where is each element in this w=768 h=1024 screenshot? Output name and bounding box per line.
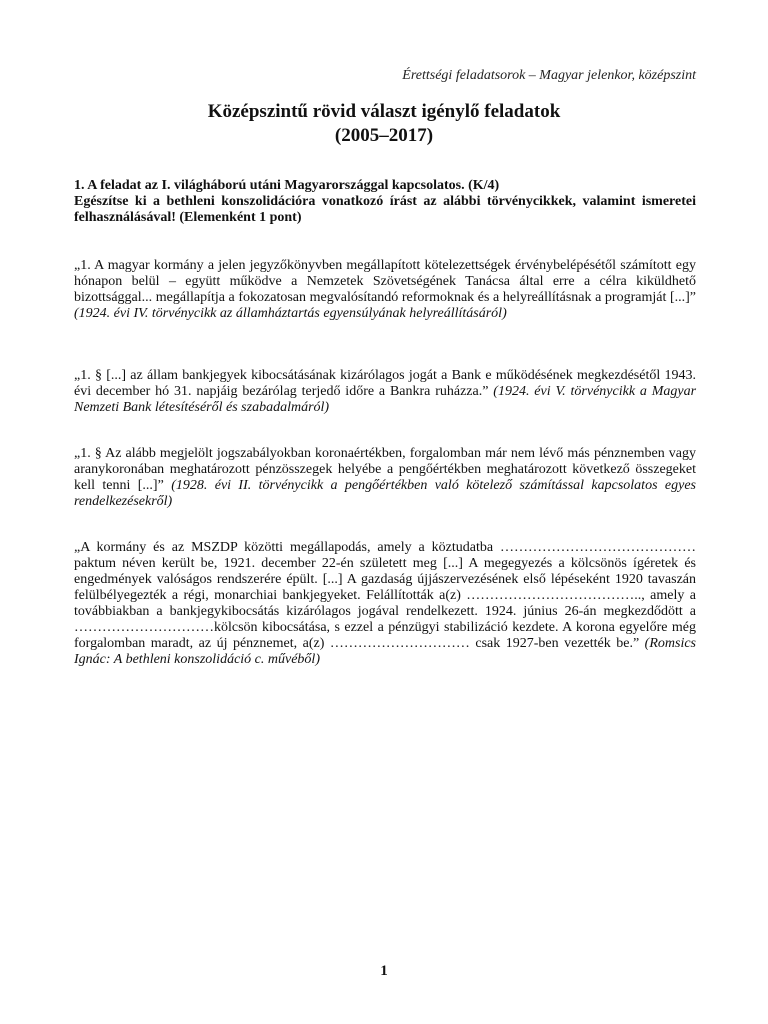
quote-4 (74, 540, 696, 668)
quote-source: (Romsics Ignác: A bethleni konszolidáció c. művéből) (74, 636, 696, 667)
quote-text: „A kormány és az MSZDP közötti megállapodás, amely a köztudatba …………………………………… paktum néven került be, 1921. december 22-én született meg [...] A megegyezés a kölcsönös ígéretek és engedmények valóságos rendszerére épült. [...] A gazdaság újjászervezésének első lépéseként 1920 tavaszán felülbélyegezték a régi, monarchiai bankjegyeket. Felállították a(z) ……………………………….., amely a továbbiakban a bankjegykibocsátás kizárólagos jogával rendelkezett. 1924. június 26-án megkezdődött a …………………………kölcsön kibocsátása, s ezzel a pénzügyi stabilizáció kezdete. A korona egyelőre még forgalomban maradt, az új pénznemet, a(z) ………………………… csak 1927-ben vezették be.” (74, 540, 696, 651)
title-line-2: (2005–2017) (334, 125, 434, 146)
quote-2 (74, 368, 696, 416)
header-note: Érettségi feladatsorok – Magyar jelenkor, középszint (402, 68, 696, 83)
task-instruction: Egészítse ki a bethleni konszolidációra vonatkozó írást az alábbi törvénycikkek, valamint ismeretei felhasználásával! (Elemenként 1 pont) (74, 194, 696, 225)
quote-text: „1. § Az alább megjelölt jogszabályokban koronaértékben, forgalomban már nem lévő más pénznemben vagy aranykoronában meghatározott pénzösszegek helyébe a pengőértékben meghatározott következő összegeket kell tenni [...]” (74, 446, 696, 493)
page-number: 1 (380, 963, 388, 979)
task-block (74, 178, 696, 226)
page-title (0, 100, 768, 148)
task-heading: 1. A feladat az I. világháború utáni Magyarországgal kapcsolatos. (K/4) (74, 178, 500, 193)
quote-source: (1928. évi II. törvénycikk a pengőértékben való kötelező számítással kapcsolatos egyes rendelkezésekről) (74, 478, 696, 509)
quote-source: (1924. évi IV. törvénycikk az államháztartás egyensúlyának helyreállításáról) (74, 306, 507, 321)
quote-1 (74, 258, 696, 322)
quote-3 (74, 446, 696, 510)
quote-source: (1924. évi V. törvénycikk a Magyar Nemzeti Bank létesítéséről és szabadalmáról) (74, 384, 697, 415)
quote-text: „1. A magyar kormány a jelen jegyzőkönyvben megállapított kötelezettségek érvénybelépésétől számított egy hónapon belül – együtt működve a Nemzetek Szövetségének Tanácsa által erre a célra kiküldhető bizottsággal... megállapítja a fokozatosan megvalósítandó reformoknak és a helyreállításnak a programját [...]” (74, 258, 696, 305)
quote-text: „1. § [...] az állam bankjegyek kibocsátásának kizárólagos jogát a Bank e működésének megkezdésétől 1943. évi december hó 31. napjáig bezárólag terjedő időre a Bankra ruházza.” (74, 368, 696, 399)
title-line-1: Középszintű rövid választ igénylő feladatok (207, 101, 561, 122)
